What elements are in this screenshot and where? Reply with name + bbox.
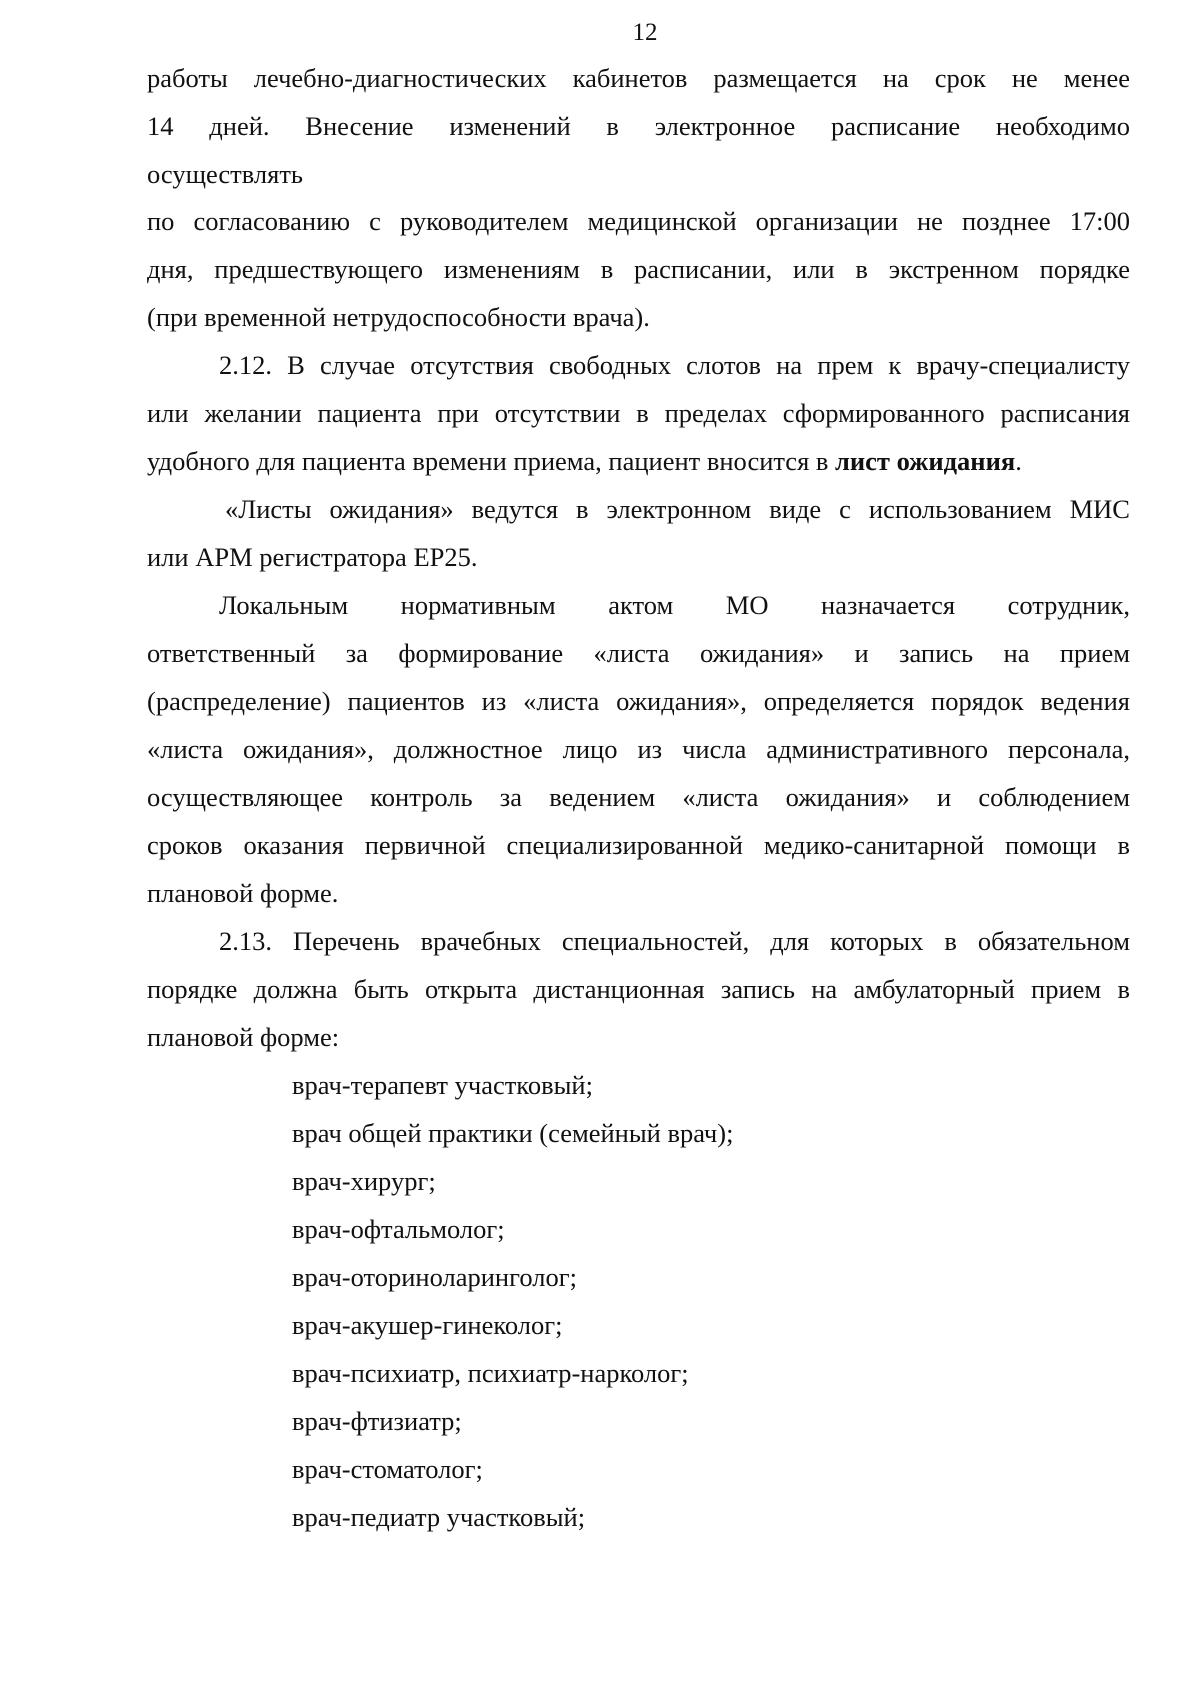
page-number: 12 — [632, 19, 658, 46]
specialty-list-item: врач-психиатр, психиатр-нарколог; — [292, 1358, 689, 1388]
text-line: (распределение) пациентов из «листа ожидания», определяется порядок ведения — [147, 686, 1130, 716]
waitlist-text: удобного для пациента времени приема, пациент вносится в — [147, 446, 836, 476]
specialty-list-item: врач-оториноларинголог; — [292, 1262, 577, 1292]
specialty-list-item: врач-педиатр участковый; — [292, 1502, 586, 1532]
local-act-paragraph-first-line: Локальным нормативным актом МО назначается сотрудник, — [219, 590, 1130, 620]
waitlist-paragraph-first-line: «Листы ожидания» ведутся в электронном виде с использованием МИС — [225, 494, 1130, 524]
specialty-list-item: врач-стоматолог; — [292, 1454, 483, 1484]
specialty-list-item: врач-хирург; — [292, 1166, 436, 1196]
text-line: ответственный за формирование «листа ожидания» и запись на прием — [147, 638, 1130, 668]
text-line: дня, предшествующего изменениям в расписании, или в экстренном порядке — [147, 254, 1130, 284]
specialty-list-item: врач-офтальмолог; — [292, 1214, 505, 1244]
text-line: (при временной нетрудоспособности врача). — [147, 302, 650, 332]
waitlist-line — [147, 448, 1022, 475]
specialty-list-item: врач общей практики (семейный врач); — [292, 1118, 734, 1148]
paragraph-2-13-first-line: 2.13. Перечень врачебных специальностей, для которых в обязательном — [219, 926, 1130, 956]
text-line: работы лечебно-диагностических кабинетов размещается на срок не менее — [147, 63, 1130, 93]
text-line: или желании пациента при отсутствии в пределах сформированного расписания — [147, 398, 1130, 428]
text-line: осуществляющее контроль за ведением «листа ожидания» и соблюдением — [147, 782, 1130, 812]
specialty-list-item: врач-терапевт участковый; — [292, 1070, 593, 1100]
text-line: или АРМ регистратора ЕР25. — [147, 542, 478, 572]
specialty-list-item: врач-фтизиатр; — [292, 1406, 462, 1436]
text-line: по согласованию с руководителем медицинской организации не позднее 17:00 — [147, 206, 1130, 236]
text-line: осуществлять — [147, 159, 303, 189]
text-line: порядке должна быть открыта дистанционная запись на амбулаторный прием в — [147, 974, 1130, 1004]
paragraph-2-12-first-line: 2.12. В случае отсутствия свободных слотов на прем к врачу-специалисту — [219, 350, 1130, 380]
waitlist-term: лист ожидания — [835, 446, 1016, 476]
waitlist-period: . — [1015, 446, 1022, 476]
text-line: 14 дней. Внесение изменений в электронное расписание необходимо — [147, 111, 1130, 141]
specialty-list-item: врач-акушер-гинеколог; — [292, 1310, 563, 1340]
text-line: «листа ожидания», должностное лицо из числа административного персонала, — [147, 734, 1130, 764]
text-line: плановой форме. — [147, 878, 339, 908]
text-line: сроков оказания первичной специализированной медико-санитарной помощи в — [147, 830, 1130, 860]
text-line: плановой форме: — [147, 1022, 340, 1052]
